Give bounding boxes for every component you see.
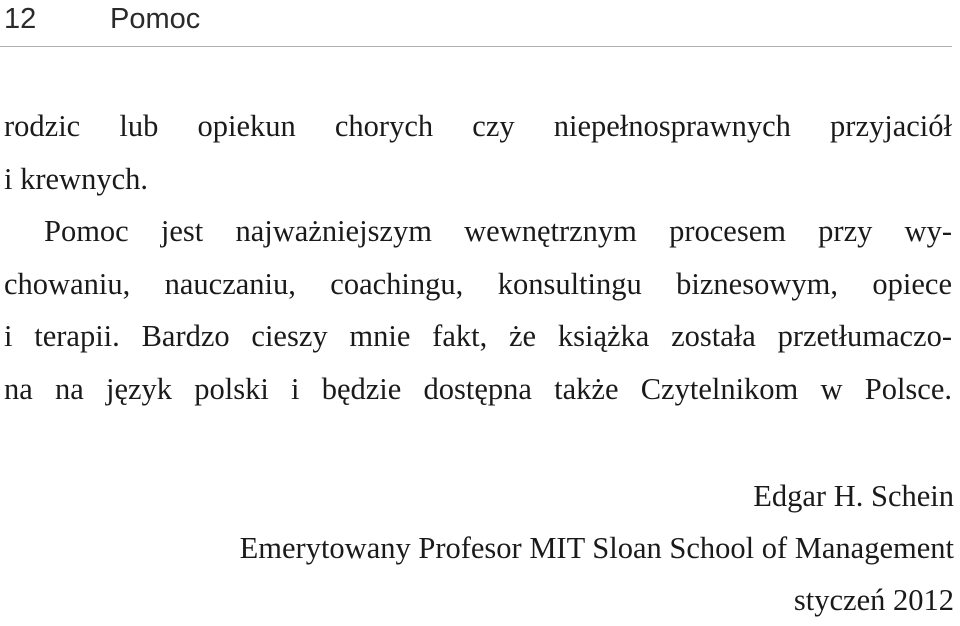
body-line: Pomoc jest najważniejszym wewnętrznym procesem przy wy- (44, 214, 952, 249)
signature-block (6, 470, 954, 626)
header-rule (0, 46, 952, 47)
body-line: i terapii. Bardzo cieszy mnie fakt, że książka została przetłumaczo- (4, 319, 952, 354)
running-head (4, 0, 956, 46)
body-line: chowaniu, nauczaniu, coachingu, konsultingu biznesowym, opiece (4, 266, 952, 301)
body-line: i krewnych. (4, 161, 148, 196)
signature-date: styczeń 2012 (793, 583, 954, 617)
author-title: Emerytowany Profesor MIT Sloan School of Management (239, 531, 954, 565)
body-line: rodzic lub opiekun chorych czy niepełnosprawnych przyjaciół (4, 109, 952, 143)
body-text (4, 100, 952, 416)
body-line: na na język polski i będzie dostępna także Czytelnikom w Polsce. (4, 371, 952, 406)
running-title: Pomoc (110, 3, 201, 35)
author-name: Edgar H. Schein (753, 479, 954, 513)
page-number: 12 (4, 3, 37, 35)
